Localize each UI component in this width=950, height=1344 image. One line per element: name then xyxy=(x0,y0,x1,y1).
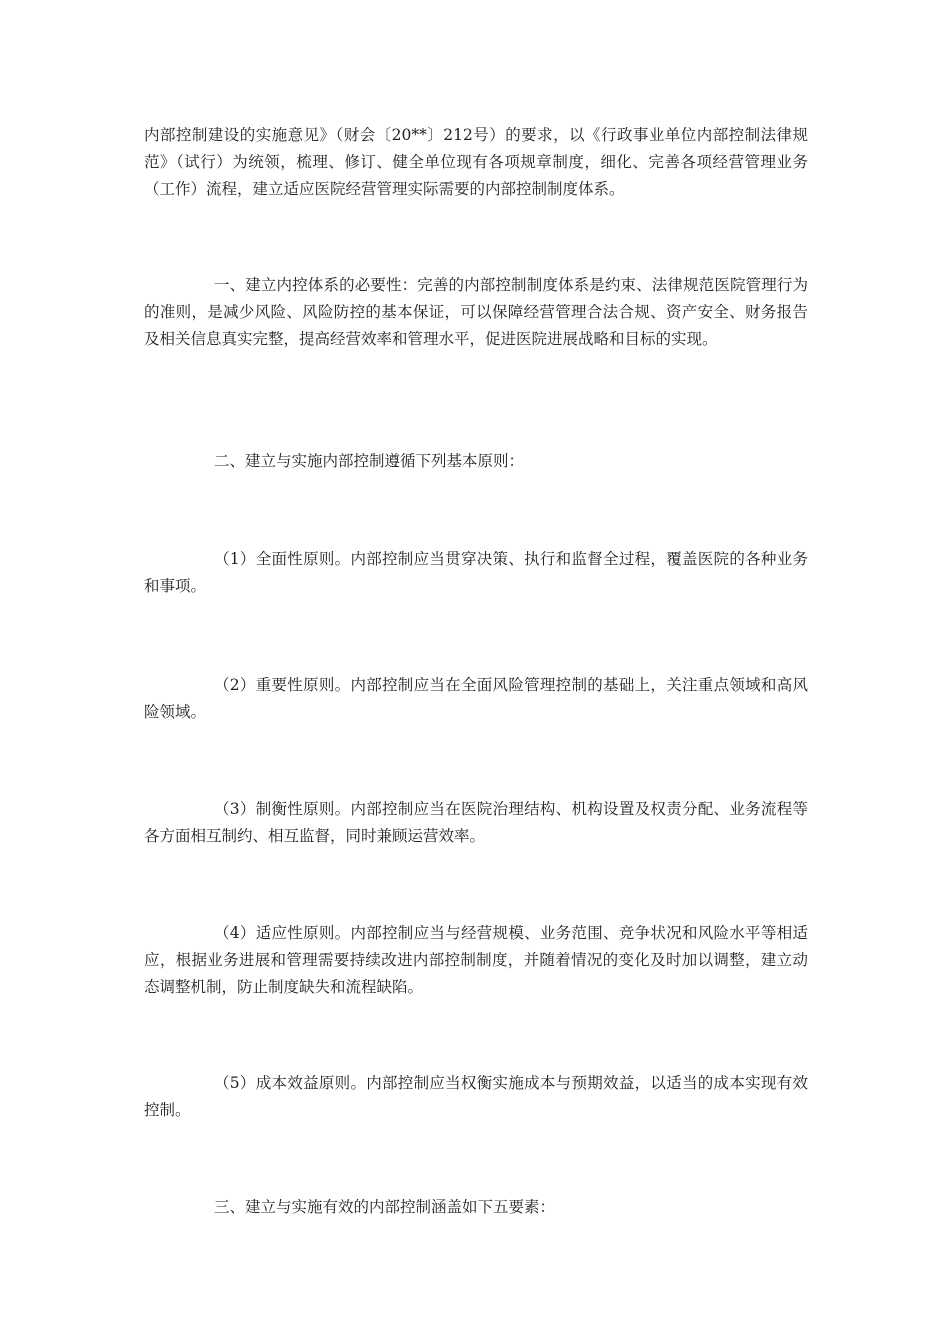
paragraph-principle-3: （3）制衡性原则。内部控制应当在医院治理结构、机构设置及权责分配、业务流程等各方面相互制约、相互监督，同时兼顾运营效率。 xyxy=(144,800,808,845)
paragraph-principle-1: （1）全面性原则。内部控制应当贯穿决策、执行和监督全过程，覆盖医院的各种业务和事项。 xyxy=(144,550,808,595)
paragraph-principle-2: （2）重要性原则。内部控制应当在全面风险管理控制的基础上，关注重点领域和高风险领域。 xyxy=(144,676,808,721)
paragraph-section-1-necessity: 一、建立内控体系的必要性：完善的内部控制制度体系是约束、法律规范医院管理行为的准则，是减少风险、风险防控的基本保证，可以保障经营管理合法合规、资产安全、财务报告及相关信息真实完整，提高经营效率和管理水平，促进医院进展战略和目标的实现。 xyxy=(144,276,808,348)
paragraph-principle-5: （5）成本效益原则。内部控制应当权衡实施成本与预期效益，以适当的成本实现有效控制。 xyxy=(144,1074,808,1119)
paragraph-intro-continuation: 内部控制建设的实施意见》（财会〔20**〕212号）的要求，以《行政事业单位内部控制法律规范》（试行）为统领，梳理、修订、健全单位现有各项规章制度，细化、完善各项经营管理业务（工作）流程，建立适应医院经营管理实际需要的内部控制制度体系。 xyxy=(144,126,808,198)
paragraph-section-3-heading: 三、建立与实施有效的内部控制涵盖如下五要素： xyxy=(214,1198,556,1216)
paragraph-section-2-heading: 二、建立与实施内部控制遵循下列基本原则： xyxy=(214,452,525,470)
paragraph-principle-4: （4）适应性原则。内部控制应当与经营规模、业务范围、竞争状况和风险水平等相适应，根据业务进展和管理需要持续改进内部控制制度，并随着情况的变化及时加以调整，建立动态调整机制，防止制度缺失和流程缺陷。 xyxy=(144,924,808,996)
